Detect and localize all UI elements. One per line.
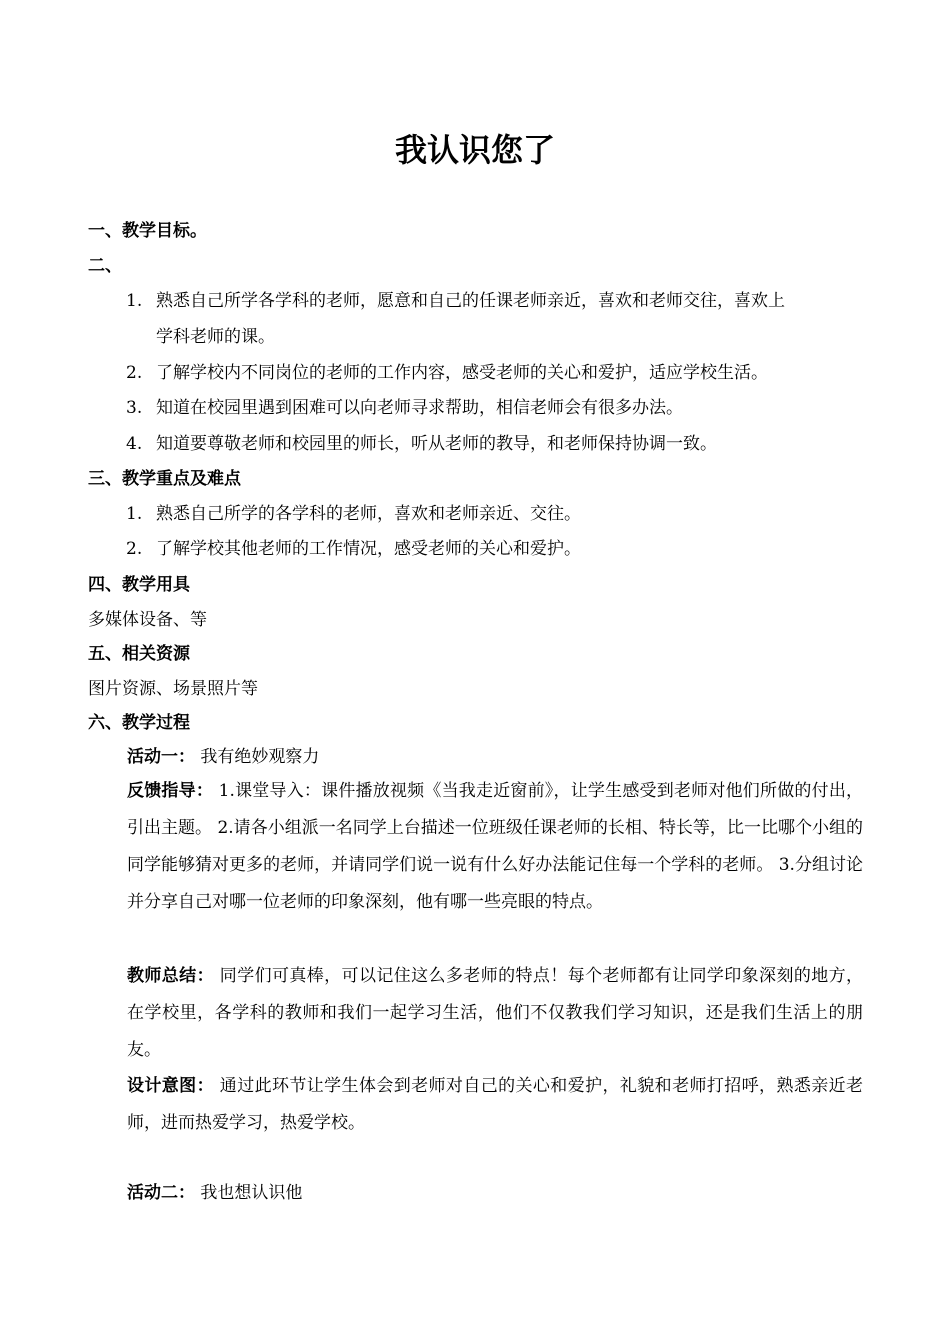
section-objectives-heading: 一、教学目标。 — [88, 221, 207, 241]
objective-item — [126, 289, 785, 313]
section-process-heading: 六、教学过程 — [88, 713, 190, 733]
objective-item — [126, 432, 717, 456]
design-paragraph — [127, 1068, 863, 1142]
keypoint-text: 熟悉自己所学的各学科的老师，喜欢和老师亲近、交往。 — [156, 504, 581, 524]
summary-paragraph — [127, 958, 863, 1069]
section-keypoints-heading: 三、教学重点及难点 — [88, 469, 241, 489]
feedback-paragraph — [127, 773, 863, 921]
section-tools-heading: 四、教学用具 — [88, 575, 190, 595]
objective-text: 了解学校内不同岗位的老师的工作内容，感受老师的关心和爱护，适应学校生活。 — [156, 363, 768, 383]
keypoint-number: 2. — [126, 539, 143, 559]
keypoint-item — [126, 537, 581, 561]
activity-two-text: 我也想认识他 — [200, 1183, 303, 1203]
section-two-heading: 二、 — [88, 256, 122, 276]
keypoint-text: 了解学校其他老师的工作情况，感受老师的关心和爱护。 — [156, 539, 581, 559]
keypoint-number: 1. — [126, 504, 143, 524]
objective-number: 1. — [126, 291, 143, 311]
activity-one-label: 活动一： — [127, 747, 195, 767]
summary-label: 教师总结： — [127, 966, 214, 986]
activity-two-label: 活动二： — [127, 1183, 195, 1203]
objective-item — [126, 361, 768, 385]
document-title: 我认识您了 — [394, 131, 555, 169]
objective-item — [126, 396, 683, 420]
tools-text: 多媒体设备、等 — [88, 610, 207, 630]
resources-text: 图片资源、场景照片等 — [88, 679, 258, 699]
feedback-label: 反馈指导： — [127, 781, 214, 801]
summary-text: 同学们可真棒，可以记住这么多老师的特点！每个老师都有让同学印象深刻的地方，在学校里，各学科的教师和我们一起学习生活，他们不仅教我们学习知识，还是我们生活上的朋友。 — [127, 966, 864, 1060]
activity-one-text: 我有绝妙观察力 — [200, 747, 320, 767]
design-label: 设计意图： — [127, 1076, 214, 1096]
objective-number: 4. — [126, 434, 143, 454]
objective-text: 知道要尊敬老师和校园里的师长，听从老师的教导，和老师保持协调一致。 — [156, 434, 717, 454]
objective-text: 熟悉自己所学各学科的老师，愿意和自己的任课老师亲近，喜欢和老师交往，喜欢上 — [156, 291, 785, 311]
objective-text: 知道在校园里遇到困难可以向老师寻求帮助，相信老师会有很多办法。 — [156, 398, 683, 418]
objective-continuation: 学科老师的课。 — [156, 327, 275, 347]
objective-number: 3. — [126, 398, 143, 418]
section-resources-heading: 五、相关资源 — [88, 644, 190, 664]
keypoint-item — [126, 502, 581, 526]
activity-one — [127, 745, 319, 769]
design-text: 通过此环节让学生体会到老师对自己的关心和爱护，礼貌和老师打招呼，熟悉亲近老师，进而热爱学习，热爱学校。 — [127, 1076, 864, 1133]
feedback-text: 1.课堂导入：课件播放视频《当我走近窗前》，让学生感受到老师对他们所做的付出，引出主题。 2.请各小组派一名同学上台描述一位班级任课老师的长相、特长等，比一比哪个小组的同学能够猜对更多的老师，并请同学们说一说有什么好办法能记住每一个学科的老师。 3.分组讨论并分享自己对哪一位老师的印象深刻，他有哪一些亮眼的特点。 — [127, 781, 864, 912]
activity-two — [127, 1181, 302, 1205]
objective-number: 2. — [126, 363, 143, 383]
